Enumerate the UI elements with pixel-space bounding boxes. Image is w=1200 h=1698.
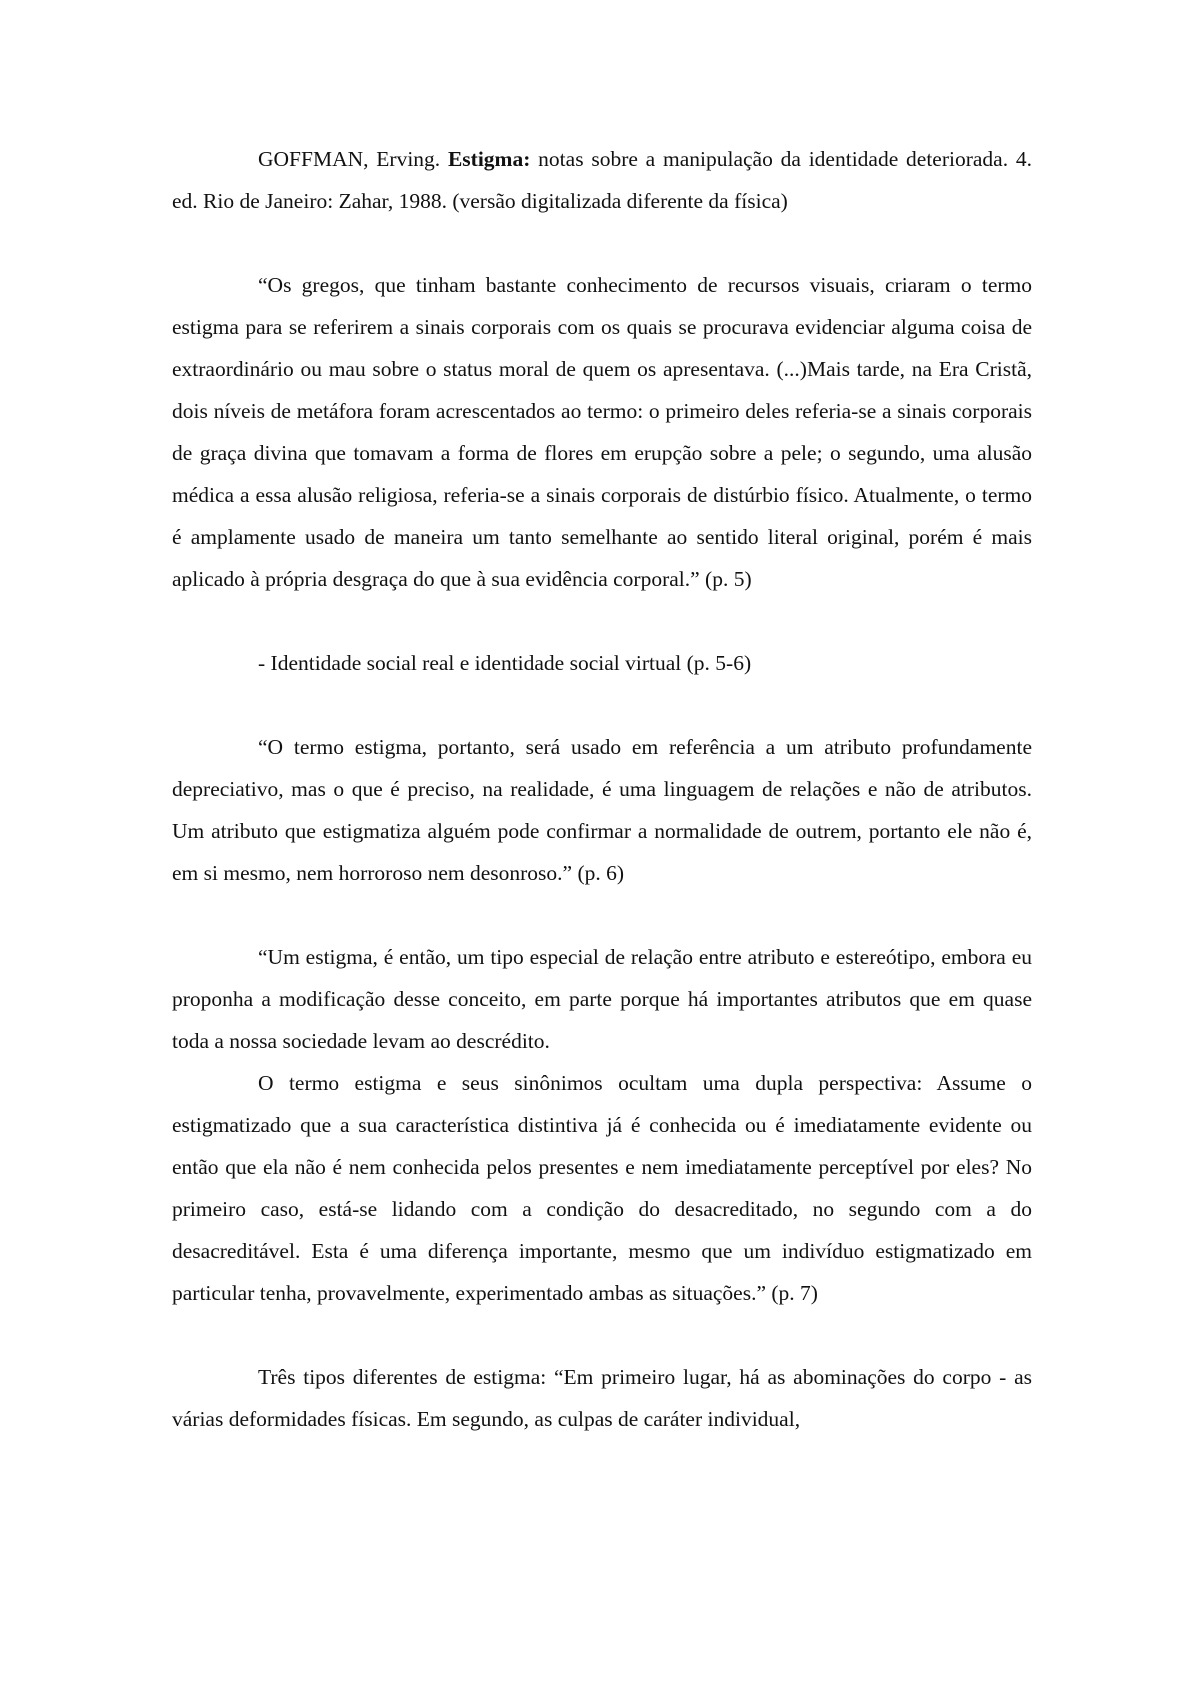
paragraph-gap bbox=[172, 894, 1032, 936]
document-body bbox=[172, 138, 1032, 1440]
reference-paragraph bbox=[172, 138, 1032, 222]
paragraph-gap bbox=[172, 222, 1032, 264]
reference-details: notas sobre a manipulação da identidade deteriorada. 4. ed. Rio de Janeiro: Zahar, 1988. (versão digitalizada diferente da física) bbox=[172, 147, 1032, 213]
quote-stigma-relation-paragraph: “Um estigma, é então, um tipo especial de relação entre atributo e estereótipo, embora eu proponha a modificação desse conceito, em parte porque há importantes atributos que em quase toda a nossa sociedade levam ao descrédito. bbox=[172, 945, 1032, 1053]
reference-title: Estigma: bbox=[447, 147, 531, 171]
identity-note-paragraph: - Identidade social real e identidade social virtual (p. 5-6) bbox=[258, 651, 752, 675]
reference-author: GOFFMAN, Erving. bbox=[258, 147, 441, 171]
quote-greeks-paragraph: “Os gregos, que tinham bastante conhecimento de recursos visuais, criaram o termo estigma para se referirem a sinais corporais com os quais se procurava evidenciar alguma coisa de extraordinário ou mau sobre o status moral de quem os apresentava. (...)Mais tarde, na Era Cristã, dois níveis de metáfora foram acrescentados ao termo: o primeiro deles referia-se a sinais corporais de graça divina que tomavam a forma de flores em erupção sobre a pele; o segundo, uma alusão médica a essa alusão religiosa, referia-se a sinais corporais de distúrbio físico. Atualmente, o termo é amplamente usado de maneira um tanto semelhante ao sentido literal original, porém é mais aplicado à própria desgraça do que à sua evidência corporal.” (p. 5) bbox=[172, 273, 1032, 591]
quote-double-perspective-paragraph: O termo estigma e seus sinônimos ocultam uma dupla perspectiva: Assume o estigmatizado que a sua característica distintiva já é conhecida ou é imediatamente evidente ou então que ela não é nem conhecida pelos presentes e nem imediatamente perceptível por eles? No primeiro caso, está-se lidando com a condição do desacreditado, no segundo com a do desacreditável. Esta é uma diferença importante, mesmo que um indivíduo estigmatizado em particular tenha, provavelmente, experimentado ambas as situações.” (p. 7) bbox=[172, 1071, 1032, 1305]
paragraph-gap bbox=[172, 684, 1032, 726]
quote-stigma-term-paragraph: “O termo estigma, portanto, será usado em referência a um atributo profundamente depreciativo, mas o que é preciso, na realidade, é uma linguagem de relações e não de atributos. Um atributo que estigmatiza alguém pode confirmar a normalidade de outrem, portanto ele não é, em si mesmo, nem horroroso nem desonroso.” (p. 6) bbox=[172, 735, 1032, 885]
stigma-types-paragraph: Três tipos diferentes de estigma: “Em primeiro lugar, há as abominações do corpo - as várias deformidades físicas. Em segundo, as culpas de caráter individual, bbox=[172, 1365, 1032, 1431]
paragraph-gap bbox=[172, 600, 1032, 642]
paragraph-gap bbox=[172, 1314, 1032, 1356]
